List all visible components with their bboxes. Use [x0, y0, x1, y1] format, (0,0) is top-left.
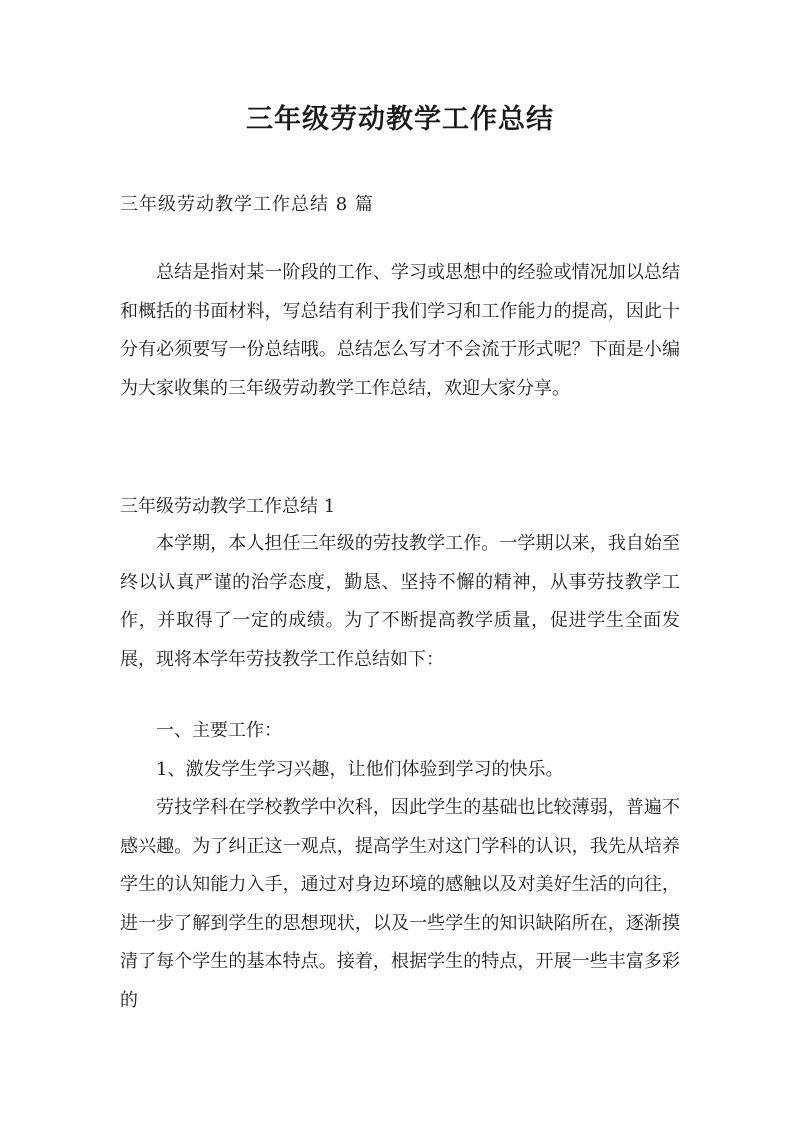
list-heading: 一、主要工作： [156, 720, 282, 741]
document-subtitle: 三年级劳动教学工作总结 8 篇 [120, 194, 374, 215]
body-paragraph: 劳技学科在学校教学中次科，因此学生的基础也比较薄弱，普遍不感兴趣。为了纠正这一观点，提高学生对这门学科的认识，我先从培养学生的认知能力入手，通过对身边环境的感触以及对美好生活的向往，进一步了解到学生的思想现状，以及一些学生的知识缺陷所在，逐渐摸清了每个学生的基本特点。接着，根据学生的特点，开展一些丰富多彩的 [120, 797, 680, 1011]
document-title: 三年级劳动教学工作总结 [246, 104, 554, 135]
list-item: 1、激发学生学习兴趣，让他们体验到学习的快乐。 [156, 759, 564, 780]
section-heading: 三年级劳动教学工作总结 1 [120, 496, 336, 517]
intro-paragraph: 总结是指对某一阶段的工作、学习或思想中的经验或情况加以总结和概括的书面材料，写总结有利于我们学习和工作能力的提高，因此十分有必须要写一份总结哦。总结怎么写才不会流于形式呢？下面是小编为大家收集的三年级劳动教学工作总结，欢迎大家分享。 [120, 262, 680, 399]
body-paragraph: 本学期，本人担任三年级的劳技教学工作。一学期以来，我自始至终以认真严谨的治学态度，勤恳、坚持不懈的精神，从事劳技教学工作，并取得了一定的成绩。为了不断提高教学质量，促进学生全面发展，现将本学年劳技教学工作总结如下： [120, 533, 680, 670]
